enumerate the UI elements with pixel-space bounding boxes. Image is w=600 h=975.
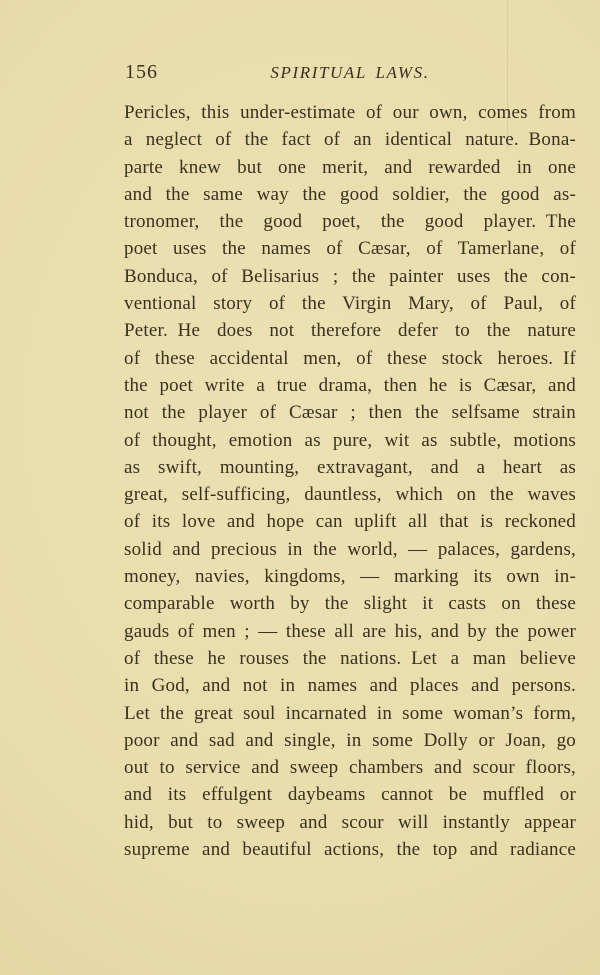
- text-line: Pericles, this under-estimate of our own, comes from: [124, 102, 576, 123]
- text-line: of these he rouses the nations. Let a man believe: [124, 647, 576, 669]
- text-line: hid, but to sweep and scour will instantly appear: [124, 811, 576, 833]
- body-text: [124, 99, 576, 863]
- text-line: great, self-sufficing, dauntless, which on the waves: [124, 484, 576, 506]
- running-head: SPIRITUAL LAWS.: [270, 63, 430, 82]
- text-line: solid and precious in the world, — palaces, gardens,: [124, 538, 576, 560]
- text-line: ventional story of the Virgin Mary, of Paul, of: [124, 293, 576, 315]
- text-line: of its love and hope can uplift all that is reckoned: [124, 511, 576, 533]
- text-line: out to service and sweep chambers and scour floors,: [124, 757, 576, 779]
- text-line: of thought, emotion as pure, wit as subtle, motions: [124, 429, 576, 451]
- text-line: Let the great soul incarnated in some woman’s form,: [124, 702, 576, 724]
- text-line: gauds of men ; — these all are his, and by the power: [124, 620, 576, 642]
- text-line: poet uses the names of Cæsar, of Tamerlane, of: [124, 238, 576, 260]
- text-line: supreme and beautiful actions, the top and radiance: [124, 839, 576, 861]
- text-line: in God, and not in names and places and persons.: [124, 675, 576, 697]
- text-line: a neglect of the fact of an identical nature. Bona-: [124, 129, 576, 151]
- text-line: money, navies, kingdoms, — marking its own in-: [124, 566, 576, 588]
- page-header: [124, 61, 576, 85]
- text-line: Bonduca, of Belisarius ; the painter uses the con-: [124, 265, 576, 287]
- text-line: and the same way the good soldier, the good as-: [124, 183, 576, 205]
- text-line: the poet write a true drama, then he is Cæsar, and: [124, 374, 576, 396]
- text-line: and its effulgent daybeams cannot be muffled or: [124, 784, 576, 806]
- text-line: parte knew but one merit, and rewarded in one: [124, 156, 576, 178]
- text-line: as swift, mounting, extravagant, and a heart as: [124, 456, 576, 478]
- page-number: 156: [125, 61, 158, 83]
- text-line: poor and sad and single, in some Dolly or Joan, go: [124, 729, 576, 751]
- text-line: Peter. He does not therefore defer to the nature: [124, 320, 576, 342]
- text-line: comparable worth by the slight it casts on these: [124, 593, 576, 615]
- text-line: of these accidental men, of these stock heroes. If: [124, 347, 576, 369]
- text-line: not the player of Cæsar ; then the selfsame strain: [124, 402, 576, 424]
- text-line: tronomer, the good poet, the good player. The: [124, 211, 576, 233]
